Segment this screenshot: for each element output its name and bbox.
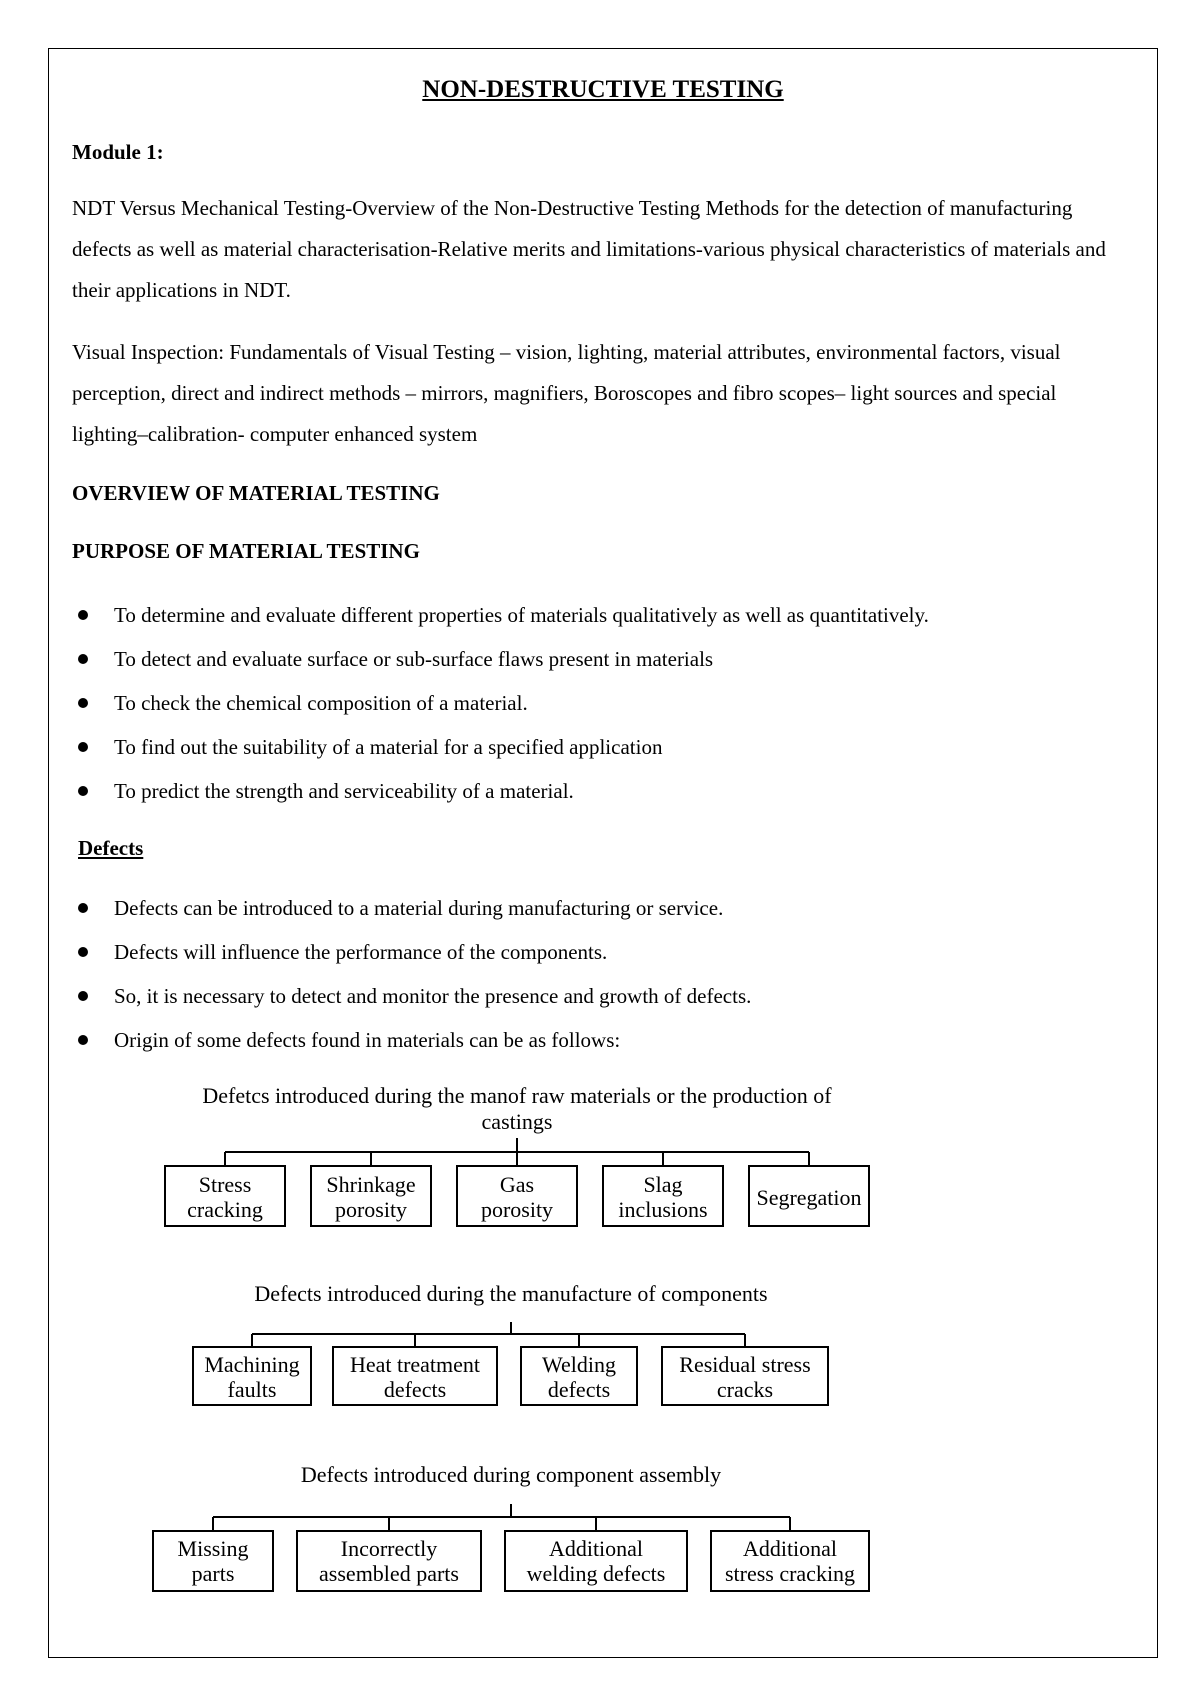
svg-text:porosity: porosity xyxy=(334,1197,408,1222)
diagram-raw-materials xyxy=(165,1083,869,1226)
svg-text:Heat treatment: Heat treatment xyxy=(349,1352,481,1377)
list-item: Origin of some defects found in materials can be as follows: xyxy=(72,1018,1142,1062)
list-item: So, it is necessary to detect and monitor the presence and growth of defects. xyxy=(72,974,1142,1018)
diagram-box xyxy=(153,1531,273,1591)
svg-text:defects: defects xyxy=(383,1377,447,1402)
svg-text:Segregation: Segregation xyxy=(756,1185,862,1210)
svg-text:Residual stress: Residual stress xyxy=(679,1352,811,1377)
module-label: Module 1: xyxy=(72,140,164,164)
diagram-box xyxy=(603,1166,723,1226)
svg-text:Shrinkage: Shrinkage xyxy=(326,1172,416,1197)
svg-text:cracks: cracks xyxy=(716,1377,774,1402)
svg-text:defects: defects xyxy=(547,1377,611,1402)
diagram-title-line: Defetcs introduced during the manof raw materials or the production of xyxy=(202,1083,832,1108)
diagram-box xyxy=(505,1531,687,1591)
svg-text:Additional: Additional xyxy=(742,1536,838,1561)
svg-text:Welding: Welding xyxy=(542,1352,616,1377)
svg-text:parts: parts xyxy=(191,1561,235,1586)
list-item: To predict the strength and serviceability of a material. xyxy=(72,769,1142,813)
diagram-component-manufacture xyxy=(193,1281,828,1405)
svg-text:Missing: Missing xyxy=(177,1536,249,1561)
diagram-component-assembly xyxy=(153,1462,869,1591)
list-item: To detect and evaluate surface or sub-surface flaws present in materials xyxy=(72,637,1142,681)
diagram-box xyxy=(457,1166,577,1226)
diagram-connectors xyxy=(213,1504,790,1530)
diagram-connectors xyxy=(225,1138,809,1165)
diagram-connectors xyxy=(252,1322,745,1346)
defects-heading: Defects xyxy=(78,836,144,860)
svg-text:Stress: Stress xyxy=(198,1172,252,1197)
diagram-title-line: castings xyxy=(481,1109,553,1134)
svg-text:welding defects: welding defects xyxy=(526,1561,666,1586)
diagram-box xyxy=(749,1166,869,1226)
svg-text:Additional: Additional xyxy=(548,1536,644,1561)
svg-text:porosity: porosity xyxy=(480,1197,554,1222)
svg-text:Gas: Gas xyxy=(499,1172,535,1197)
page-title: NON-DESTRUCTIVE TESTING xyxy=(422,76,784,103)
svg-text:inclusions: inclusions xyxy=(618,1197,708,1222)
svg-text:stress cracking: stress cracking xyxy=(724,1561,856,1586)
diagram-box xyxy=(165,1166,285,1226)
list-item: To check the chemical composition of a material. xyxy=(72,681,1142,725)
diagram-box xyxy=(193,1347,311,1405)
diagram-title-line: Defects introduced during the manufacture of components xyxy=(254,1281,768,1306)
visual-inspection-paragraph: Visual Inspection: Fundamentals of Visual Testing – vision, lighting, material attributes, environmental factors, visual perception, direct and indirect methods – mirrors, magnifiers, Boroscopes and fibro scopes– light sources and special lighting–calibration- computer enhanced system xyxy=(72,340,1061,446)
diagram-box xyxy=(711,1531,869,1591)
overview-heading: OVERVIEW OF MATERIAL TESTING xyxy=(72,481,440,505)
svg-text:Machining: Machining xyxy=(204,1352,300,1377)
intro-paragraph: NDT Versus Mechanical Testing-Overview of the Non-Destructive Testing Methods for the detection of manufacturing defects as well as material characterisation-Relative merits and limitations-various physical characteristics of materials and their applications in NDT. xyxy=(72,196,1106,302)
svg-text:Incorrectly: Incorrectly xyxy=(340,1536,438,1561)
diagram-box xyxy=(521,1347,637,1405)
list-item: Defects can be introduced to a material during manufacturing or service. xyxy=(72,886,1142,930)
diagram-box xyxy=(297,1531,481,1591)
list-item: To determine and evaluate different properties of materials qualitatively as well as quantitatively. xyxy=(72,593,1142,637)
diagram-box xyxy=(333,1347,497,1405)
svg-text:faults: faults xyxy=(227,1377,277,1402)
svg-text:cracking: cracking xyxy=(187,1197,263,1222)
svg-text:assembled parts: assembled parts xyxy=(319,1561,459,1586)
diagram-box xyxy=(662,1347,828,1405)
diagram-box xyxy=(311,1166,431,1226)
svg-text:Slag: Slag xyxy=(643,1172,683,1197)
list-item: To find out the suitability of a material for a specified application xyxy=(72,725,1142,769)
purpose-heading: PURPOSE OF MATERIAL TESTING xyxy=(72,539,420,563)
diagram-title-line: Defects introduced during component assembly xyxy=(300,1462,722,1487)
list-item: Defects will influence the performance of the components. xyxy=(72,930,1142,974)
